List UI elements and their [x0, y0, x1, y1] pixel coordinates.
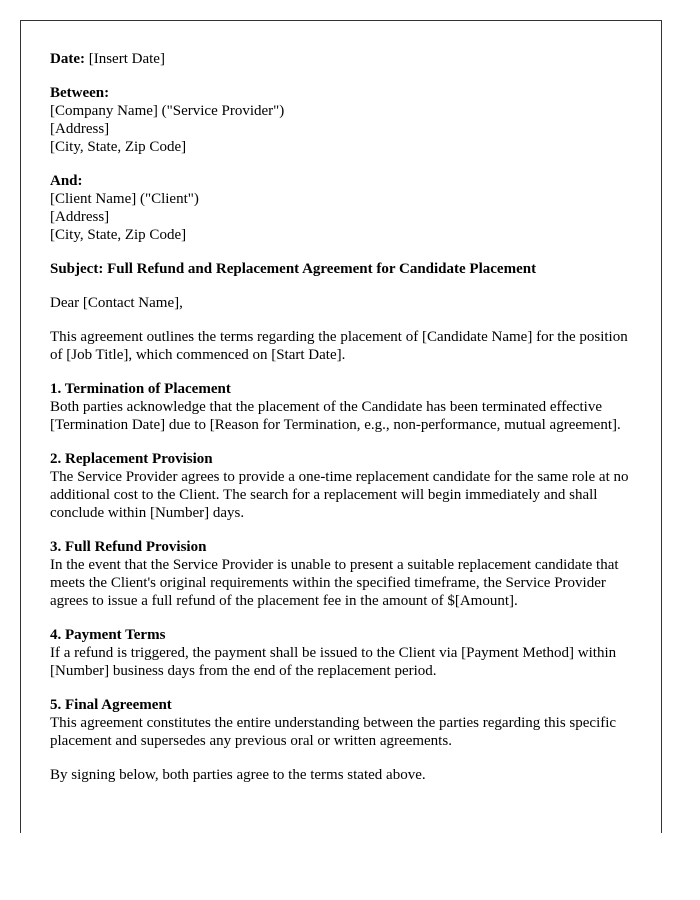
letter-page — [20, 20, 662, 833]
section-refund: 3. Full Refund Provision In the event that the Service Provider is unable to present a suitable replacement candidate that meets the Client's original requirements within the specified timeframe, the Service Provider agrees to issue a full refund of the placement fee in the amount of $[Amount]. — [50, 539, 619, 609]
section-payment: 4. Payment Terms If a refund is triggered, the payment shall be issued to the Client via [Payment Method] within [Number] business days from the end of the replacement period. — [50, 627, 617, 679]
subject-line: Subject: Full Refund and Replacement Agreement for Candidate Placement — [50, 261, 537, 277]
and-block: And: [Client Name] ("Client") [Address] [City, State, Zip Code] — [50, 173, 199, 243]
section-replacement: 2. Replacement Provision The Service Provider agrees to provide a one-time replacement candidate for the same role at no additional cost to the Client. The search for a replacement will begin immediately and shall conclude within [Number] days. — [50, 451, 629, 521]
date-value: [Insert Date] — [88, 51, 165, 67]
salutation: Dear [Contact Name], — [50, 295, 183, 311]
between-block: Between: [Company Name] ("Service Provider") [Address] [City, State, Zip Code] — [50, 85, 285, 155]
closing-paragraph: By signing below, both parties agree to the terms stated above. — [50, 767, 426, 783]
section-termination: 1. Termination of Placement Both parties acknowledge that the placement of the Candidate has been terminated effective [Termination Date] due to [Reason for Termination, e.g., non-performance, mutual agreement]. — [50, 381, 621, 433]
client-address: [Address] — [50, 209, 110, 225]
date-line: Date: [Insert Date] — [50, 51, 165, 67]
provider-address: [Address] — [50, 121, 110, 137]
provider-city: [City, State, Zip Code] — [50, 139, 187, 155]
client-name: [Client Name] ("Client") — [50, 191, 199, 207]
intro-paragraph: This agreement outlines the terms regarding the placement of [Candidate Name] for the position of [Job Title], which commenced on [Start Date]. — [50, 329, 628, 363]
section-final: 5. Final Agreement This agreement constitutes the entire understanding between the parties regarding this specific placement and supersedes any previous oral or written agreements. — [50, 697, 617, 749]
client-city: [City, State, Zip Code] — [50, 227, 187, 243]
provider-name: [Company Name] ("Service Provider") — [50, 103, 285, 119]
